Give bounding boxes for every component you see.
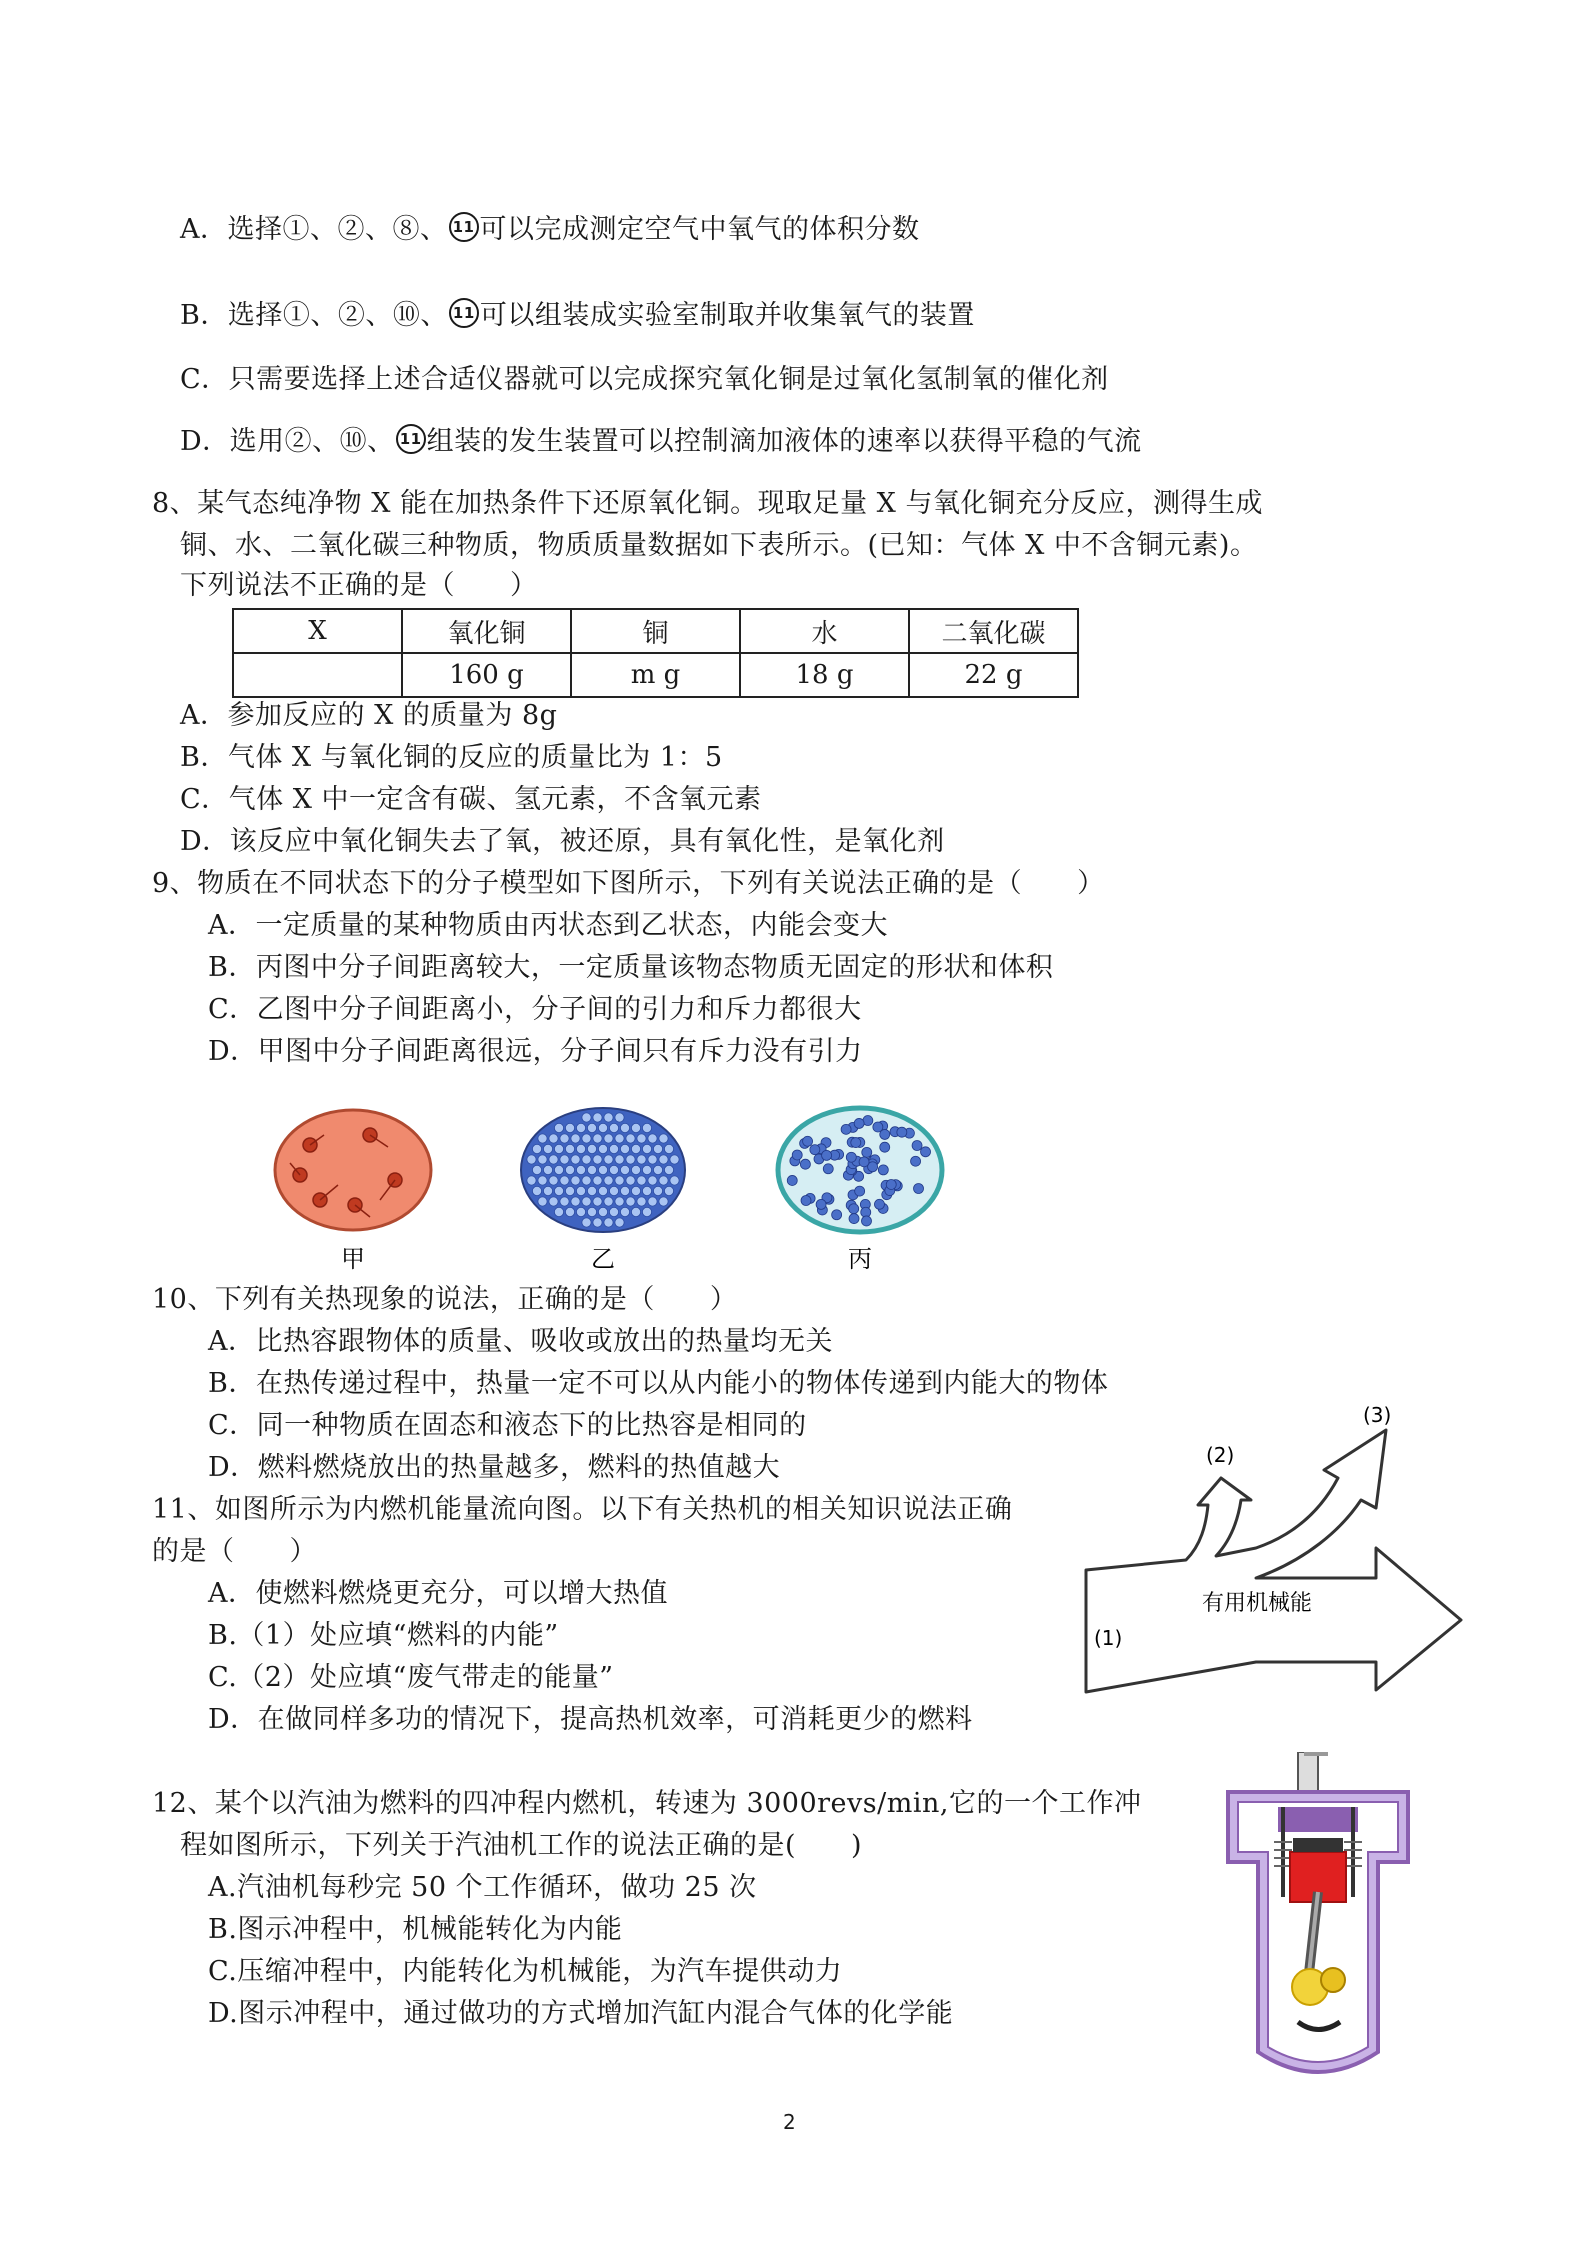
- q9-stem: 9、物质在不同状态下的分子模型如下图所示，下列有关说法正确的是（ ）: [152, 868, 1105, 899]
- molecule-sphere: [659, 1134, 668, 1143]
- molecule-sphere: [527, 1176, 536, 1185]
- molecule-sphere: [554, 1165, 563, 1174]
- molecule-sphere: [620, 1165, 629, 1174]
- molecule-sphere: [582, 1134, 591, 1143]
- molecule-sphere: [576, 1144, 585, 1153]
- molecule-sphere: [849, 1204, 859, 1214]
- molecule-sphere: [620, 1144, 629, 1153]
- molecule-sphere: [609, 1144, 618, 1153]
- q11-option-c: C.（2）处应填“废气带走的能量”: [208, 1662, 614, 1693]
- molecule-sphere: [604, 1134, 613, 1143]
- q9-option-d: D．甲图中分子间距离很远，分子间只有斥力没有引力: [208, 1036, 863, 1067]
- q7-option-d-pre: D．选用②、⑩、: [180, 426, 395, 457]
- molecule-sphere: [653, 1186, 662, 1195]
- q7-option-b-pre: B．选择①、②、⑩、: [180, 300, 448, 331]
- q9-option-a: A．一定质量的某种物质由丙状态到乙状态，内能会变大: [208, 910, 888, 941]
- molecule-sphere: [538, 1155, 547, 1164]
- table-header-cell: 铜: [571, 609, 740, 653]
- q8-stem-line1: 8、某气态纯净物 X 能在加热条件下还原氧化铜。现取足量 X 与氧化铜充分反应，测得生成: [152, 488, 1263, 519]
- molecule-sphere: [626, 1176, 635, 1185]
- q10-option-c: C．同一种物质在固态和液态下的比热容是相同的: [208, 1410, 807, 1441]
- molecule-sphere: [615, 1218, 624, 1227]
- molecule-sphere: [554, 1186, 563, 1195]
- diagram-label-1: (1): [1094, 1626, 1123, 1650]
- molecule-sphere: [822, 1150, 832, 1160]
- molecule-sphere: [549, 1176, 558, 1185]
- molecule-sphere: [576, 1165, 585, 1174]
- molecule-sphere: [642, 1123, 651, 1132]
- molecule-sphere: [855, 1186, 865, 1196]
- molecule-sphere: [565, 1165, 574, 1174]
- molecule-sphere: [620, 1207, 629, 1216]
- q10-option-d: D．燃料燃烧放出的热量越多，燃料的热值越大: [208, 1452, 781, 1483]
- molecule-sphere: [587, 1144, 596, 1153]
- molecule-sphere: [653, 1165, 662, 1174]
- molecule-sphere: [609, 1186, 618, 1195]
- molecule-sphere: [565, 1207, 574, 1216]
- fig-label-bing: 丙: [848, 1245, 872, 1273]
- molecule-sphere: [631, 1165, 640, 1174]
- q9-option-b: B．丙图中分子间距离较大，一定质量该物态物质无固定的形状和体积: [208, 952, 1054, 983]
- table-cell: 160 g: [402, 653, 571, 697]
- table-header-row: [233, 609, 1078, 653]
- q10-option-b: B．在热传递过程中，热量一定不可以从内能小的物体传递到内能大的物体: [208, 1368, 1109, 1399]
- molecule-sphere: [854, 1118, 864, 1128]
- q8-option-c: C．气体 X 中一定含有碳、氢元素，不含氧元素: [180, 784, 762, 815]
- molecule-sphere: [626, 1155, 635, 1164]
- table-header-cell: 二氧化碳: [909, 609, 1078, 653]
- molecule-sphere: [642, 1186, 651, 1195]
- molecule-sphere: [565, 1144, 574, 1153]
- energy-flow-arrows: [1086, 1430, 1461, 1692]
- state-jia-diagram: [275, 1110, 431, 1230]
- molecule-sphere: [538, 1197, 547, 1206]
- diagram-main-label: 有用机械能: [1202, 1591, 1313, 1616]
- state-yi-diagram: [521, 1108, 685, 1232]
- circled-11: 11: [396, 424, 426, 454]
- molecule-sphere: [912, 1141, 922, 1151]
- q12-option-c: C.压缩冲程中，内能转化为机械能，为汽车提供动力: [208, 1956, 843, 1987]
- q10-stem: 10、下列有关热现象的说法，正确的是（ ）: [152, 1284, 738, 1315]
- molecule-sphere: [576, 1207, 585, 1216]
- molecule-sphere: [862, 1147, 872, 1157]
- molecule-sphere: [631, 1123, 640, 1132]
- q7-option-d: [180, 424, 1142, 460]
- molecule-sphere: [593, 1197, 602, 1206]
- q11-option-d: D．在做同样多功的情况下，提高热机效率，可消耗更少的燃料: [208, 1704, 973, 1735]
- q8-option-d: D．该反应中氧化铜失去了氧，被还原，具有氧化性，是氧化剂: [180, 826, 945, 857]
- molecule-sphere: [538, 1176, 547, 1185]
- molecule-sphere: [587, 1165, 596, 1174]
- table-header-cell: X: [233, 609, 402, 653]
- molecule-sphere: [560, 1134, 569, 1143]
- molecule-sphere: [637, 1176, 646, 1185]
- molecule-sphere: [659, 1155, 668, 1164]
- table-cell: 22 g: [909, 653, 1078, 697]
- molecule-sphere: [659, 1197, 668, 1206]
- molecule-sphere: [609, 1165, 618, 1174]
- molecule-sphere: [841, 1124, 851, 1134]
- molecule-sphere: [787, 1175, 797, 1185]
- fig-label-yi: 乙: [591, 1245, 615, 1273]
- molecule-sphere: [604, 1155, 613, 1164]
- molecule-sphere: [560, 1197, 569, 1206]
- molecule-sphere: [527, 1155, 536, 1164]
- q8-data-table: [232, 608, 1079, 698]
- diagram-label-3: (3): [1363, 1403, 1392, 1427]
- q12-option-d: D.图示冲程中，通过做功的方式增加汽缸内混合气体的化学能: [208, 1998, 954, 2029]
- state-bing-diagram: [778, 1108, 942, 1232]
- molecule-sphere: [897, 1127, 907, 1137]
- q9-option-c: C．乙图中分子间距离小，分子间的引力和斥力都很大: [208, 994, 862, 1025]
- molecule-sphere: [846, 1152, 856, 1162]
- molecule-sphere: [620, 1123, 629, 1132]
- molecule-sphere: [543, 1186, 552, 1195]
- q7-option-d-post: 组装的发生装置可以控制滴加液体的速率以获得平稳的气流: [426, 426, 1142, 457]
- molecule-sphere: [576, 1123, 585, 1132]
- q11-stem-line1: 11、如图所示为内燃机能量流向图。以下有关热机的相关知识说法正确: [152, 1494, 1013, 1525]
- molecule-sphere: [851, 1138, 861, 1148]
- molecule-sphere: [582, 1197, 591, 1206]
- molecule-sphere: [554, 1207, 563, 1216]
- molecule-sphere: [637, 1155, 646, 1164]
- molecule-sphere: [598, 1186, 607, 1195]
- molecule-sphere: [670, 1176, 679, 1185]
- molecule-sphere: [604, 1176, 613, 1185]
- molecule-sphere: [659, 1176, 668, 1185]
- molecule-sphere: [810, 1145, 820, 1155]
- molecule-sphere: [859, 1157, 869, 1167]
- molecule-sphere: [849, 1214, 859, 1224]
- molecule-sphere: [593, 1176, 602, 1185]
- molecule-sphere: [549, 1197, 558, 1206]
- molecule-sphere: [637, 1197, 646, 1206]
- q7-option-b: [180, 298, 975, 334]
- molecule-sphere: [593, 1113, 602, 1122]
- molecule-sphere: [532, 1186, 541, 1195]
- q7-option-a-pre: A．选择①、②、⑧、: [180, 214, 448, 245]
- molecule-sphere: [615, 1113, 624, 1122]
- molecule-sphere: [886, 1179, 896, 1189]
- circled-11: 11: [449, 212, 479, 242]
- molecule-sphere: [615, 1176, 624, 1185]
- molecule-sphere: [664, 1144, 673, 1153]
- molecule-sphere: [582, 1218, 591, 1227]
- molecule-sphere: [921, 1147, 931, 1157]
- molecule-sphere: [560, 1155, 569, 1164]
- molecule-sphere: [861, 1216, 871, 1226]
- molecule-sphere: [800, 1159, 810, 1169]
- molecule-sphere: [587, 1186, 596, 1195]
- page-number: 2: [783, 2110, 796, 2134]
- molecule-sphere: [631, 1207, 640, 1216]
- molecule-sphere: [538, 1134, 547, 1143]
- molecule-sphere: [880, 1142, 890, 1152]
- molecule-sphere: [532, 1165, 541, 1174]
- molecule-sphere: [615, 1155, 624, 1164]
- q8-option-b: B．气体 X 与氧化铜的反应的质量比为 1：5: [180, 742, 723, 773]
- molecule-sphere: [587, 1207, 596, 1216]
- molecule-sphere: [803, 1136, 813, 1146]
- q12-stem-line2: 程如图所示，下列关于汽油机工作的说法正确的是( ): [180, 1830, 863, 1861]
- molecule-sphere: [582, 1113, 591, 1122]
- fig-label-jia: 甲: [341, 1245, 365, 1273]
- q12-option-a: A.汽油机每秒完 50 个工作循环，做功 25 次: [208, 1872, 757, 1903]
- table-cell: [233, 653, 402, 697]
- molecule-sphere: [874, 1199, 884, 1209]
- molecule-sphere: [648, 1176, 657, 1185]
- q7-option-b-post: 可以组装成实验室制取并收集氧气的装置: [479, 300, 975, 331]
- q7-option-a-post: 可以完成测定空气中氧气的体积分数: [479, 214, 920, 245]
- molecule-sphere: [626, 1134, 635, 1143]
- q11-stem-line2: 的是（ ）: [152, 1536, 317, 1567]
- molecule-sphere: [801, 1195, 811, 1205]
- molecule-sphere: [598, 1165, 607, 1174]
- molecule-sphere: [914, 1184, 924, 1194]
- molecule-sphere: [576, 1186, 585, 1195]
- molecule-sphere: [604, 1113, 613, 1122]
- molecular-model-figure: [260, 1105, 960, 1275]
- molecule-sphere: [664, 1186, 673, 1195]
- molecule-sphere: [571, 1155, 580, 1164]
- molecule-sphere: [593, 1155, 602, 1164]
- molecule-sphere: [593, 1218, 602, 1227]
- molecule-sphere: [664, 1165, 673, 1174]
- molecule-sphere: [598, 1207, 607, 1216]
- molecule-sphere: [823, 1164, 833, 1174]
- molecule-sphere: [670, 1155, 679, 1164]
- molecule-sphere: [549, 1155, 558, 1164]
- molecule-sphere: [653, 1144, 662, 1153]
- molecule-sphere: [587, 1123, 596, 1132]
- q11-option-b: B.（1）处应填“燃料的内能”: [208, 1620, 559, 1651]
- diagram-label-2: (2): [1206, 1443, 1235, 1467]
- molecule-sphere: [642, 1207, 651, 1216]
- table-cell: 18 g: [740, 653, 909, 697]
- molecule-sphere: [642, 1144, 651, 1153]
- molecule-sphere: [565, 1123, 574, 1132]
- molecule-sphere: [631, 1144, 640, 1153]
- molecule-sphere: [582, 1176, 591, 1185]
- molecule-sphere: [604, 1197, 613, 1206]
- q8-stem-line3: 下列说法不正确的是（ ）: [180, 570, 538, 601]
- molecule-sphere: [582, 1155, 591, 1164]
- table-header-cell: 水: [740, 609, 909, 653]
- molecule-sphere: [615, 1134, 624, 1143]
- circled-11: 11: [449, 298, 479, 328]
- molecule-sphere: [609, 1123, 618, 1132]
- molecule-sphere: [549, 1134, 558, 1143]
- molecule-sphere: [598, 1123, 607, 1132]
- table-cell: m g: [571, 653, 740, 697]
- q7-option-a: [180, 212, 920, 248]
- molecule-sphere: [631, 1186, 640, 1195]
- molecule-sphere: [620, 1186, 629, 1195]
- molecule-sphere: [816, 1199, 826, 1209]
- molecule-sphere: [648, 1134, 657, 1143]
- molecule-sphere: [792, 1150, 802, 1160]
- molecule-sphere: [571, 1134, 580, 1143]
- molecule-sphere: [571, 1197, 580, 1206]
- molecule-sphere: [554, 1144, 563, 1153]
- q7-option-c: C．只需要选择上述合适仪器就可以完成探究氧化铜是过氧化氢制氧的催化剂: [180, 364, 1109, 395]
- molecule-sphere: [598, 1144, 607, 1153]
- q10-option-a: A．比热容跟物体的质量、吸收或放出的热量均无关: [208, 1326, 833, 1357]
- molecule-sphere: [626, 1197, 635, 1206]
- table-row: [233, 653, 1078, 697]
- molecule-sphere: [911, 1156, 921, 1166]
- molecule-sphere: [648, 1197, 657, 1206]
- q8-option-a: A．参加反应的 X 的质量为 8g: [180, 700, 558, 731]
- molecule-sphere: [571, 1176, 580, 1185]
- molecule-sphere: [543, 1144, 552, 1153]
- molecule-sphere: [609, 1207, 618, 1216]
- q12-stem-line1: 12、某个以汽油为燃料的四冲程内燃机，转速为 3000revs/min,它的一个工作冲: [152, 1788, 1142, 1819]
- molecule-sphere: [648, 1155, 657, 1164]
- table-header-cell: 氧化铜: [402, 609, 571, 653]
- engine-cylinder-diagram: [1218, 1752, 1418, 2092]
- q12-option-b: B.图示冲程中，机械能转化为内能: [208, 1914, 623, 1945]
- molecule-sphere: [604, 1218, 613, 1227]
- molecule-sphere: [642, 1165, 651, 1174]
- energy-flow-diagram: [1076, 1400, 1476, 1700]
- molecule-sphere: [593, 1134, 602, 1143]
- molecule-sphere: [565, 1186, 574, 1195]
- molecule-sphere: [554, 1123, 563, 1132]
- molecule-sphere: [532, 1144, 541, 1153]
- molecule-sphere: [560, 1176, 569, 1185]
- molecule-sphere: [543, 1165, 552, 1174]
- molecule-sphere: [615, 1197, 624, 1206]
- q11-option-a: A．使燃料燃烧更充分，可以增大热值: [208, 1578, 668, 1609]
- molecule-sphere: [878, 1165, 888, 1175]
- molecule-sphere: [832, 1210, 842, 1220]
- molecule-sphere: [637, 1134, 646, 1143]
- q8-stem-line2: 铜、水、二氧化碳三种物质，物质质量数据如下表所示。(已知：气体 X 中不含铜元素)。: [180, 530, 1258, 561]
- molecule-sphere: [873, 1122, 883, 1132]
